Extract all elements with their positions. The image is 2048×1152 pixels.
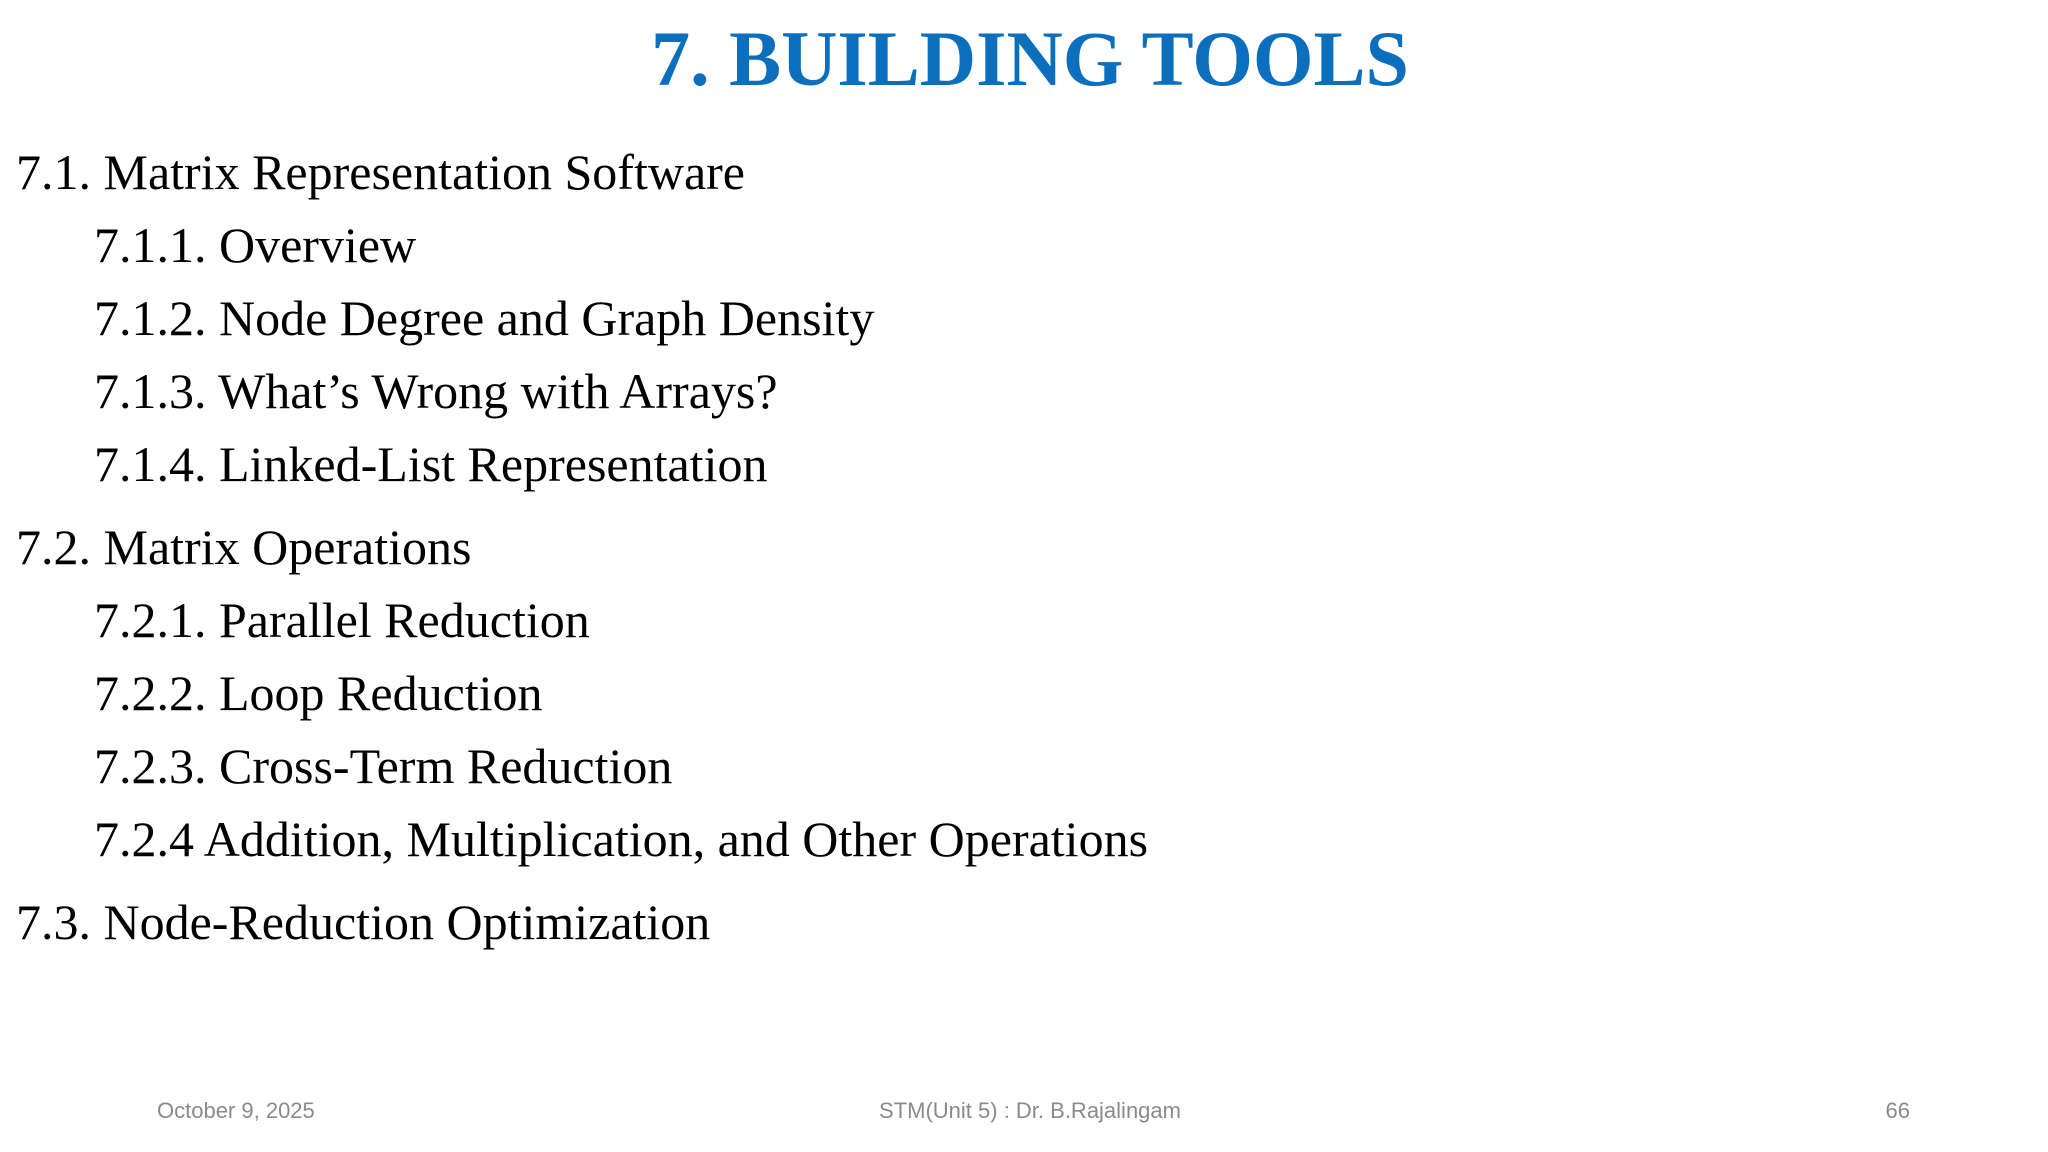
slide-content (16, 136, 1916, 969)
section-heading: 7.3. Node-Reduction Optimization (16, 894, 711, 950)
section-7-1 (16, 136, 1916, 501)
list-item: 7.2.1. Parallel Reduction (94, 592, 590, 648)
list-item: 7.2.4 Addition, Multiplication, and Other Operations (94, 811, 1149, 867)
list-item: 7.1.1. Overview (94, 217, 417, 273)
section-heading: 7.2. Matrix Operations (16, 519, 472, 575)
footer-author: STM(Unit 5) : Dr. B.Rajalingam (879, 1098, 1181, 1123)
slide-title: 7. BUILDING TOOLS (651, 15, 1409, 102)
section-7-3 (16, 886, 1916, 959)
section-heading: 7.1. Matrix Representation Software (16, 144, 745, 200)
list-item: 7.1.3. What’s Wrong with Arrays? (94, 363, 778, 419)
section-7-2 (16, 511, 1916, 876)
footer-date: October 9, 2025 (157, 1098, 315, 1123)
list-item: 7.2.3. Cross-Term Reduction (94, 738, 673, 794)
list-item: 7.2.2. Loop Reduction (94, 665, 543, 721)
page-number: 66 (1885, 1098, 1910, 1123)
list-item: 7.1.2. Node Degree and Graph Density (94, 290, 875, 346)
list-item: 7.1.4. Linked-List Representation (94, 436, 768, 492)
